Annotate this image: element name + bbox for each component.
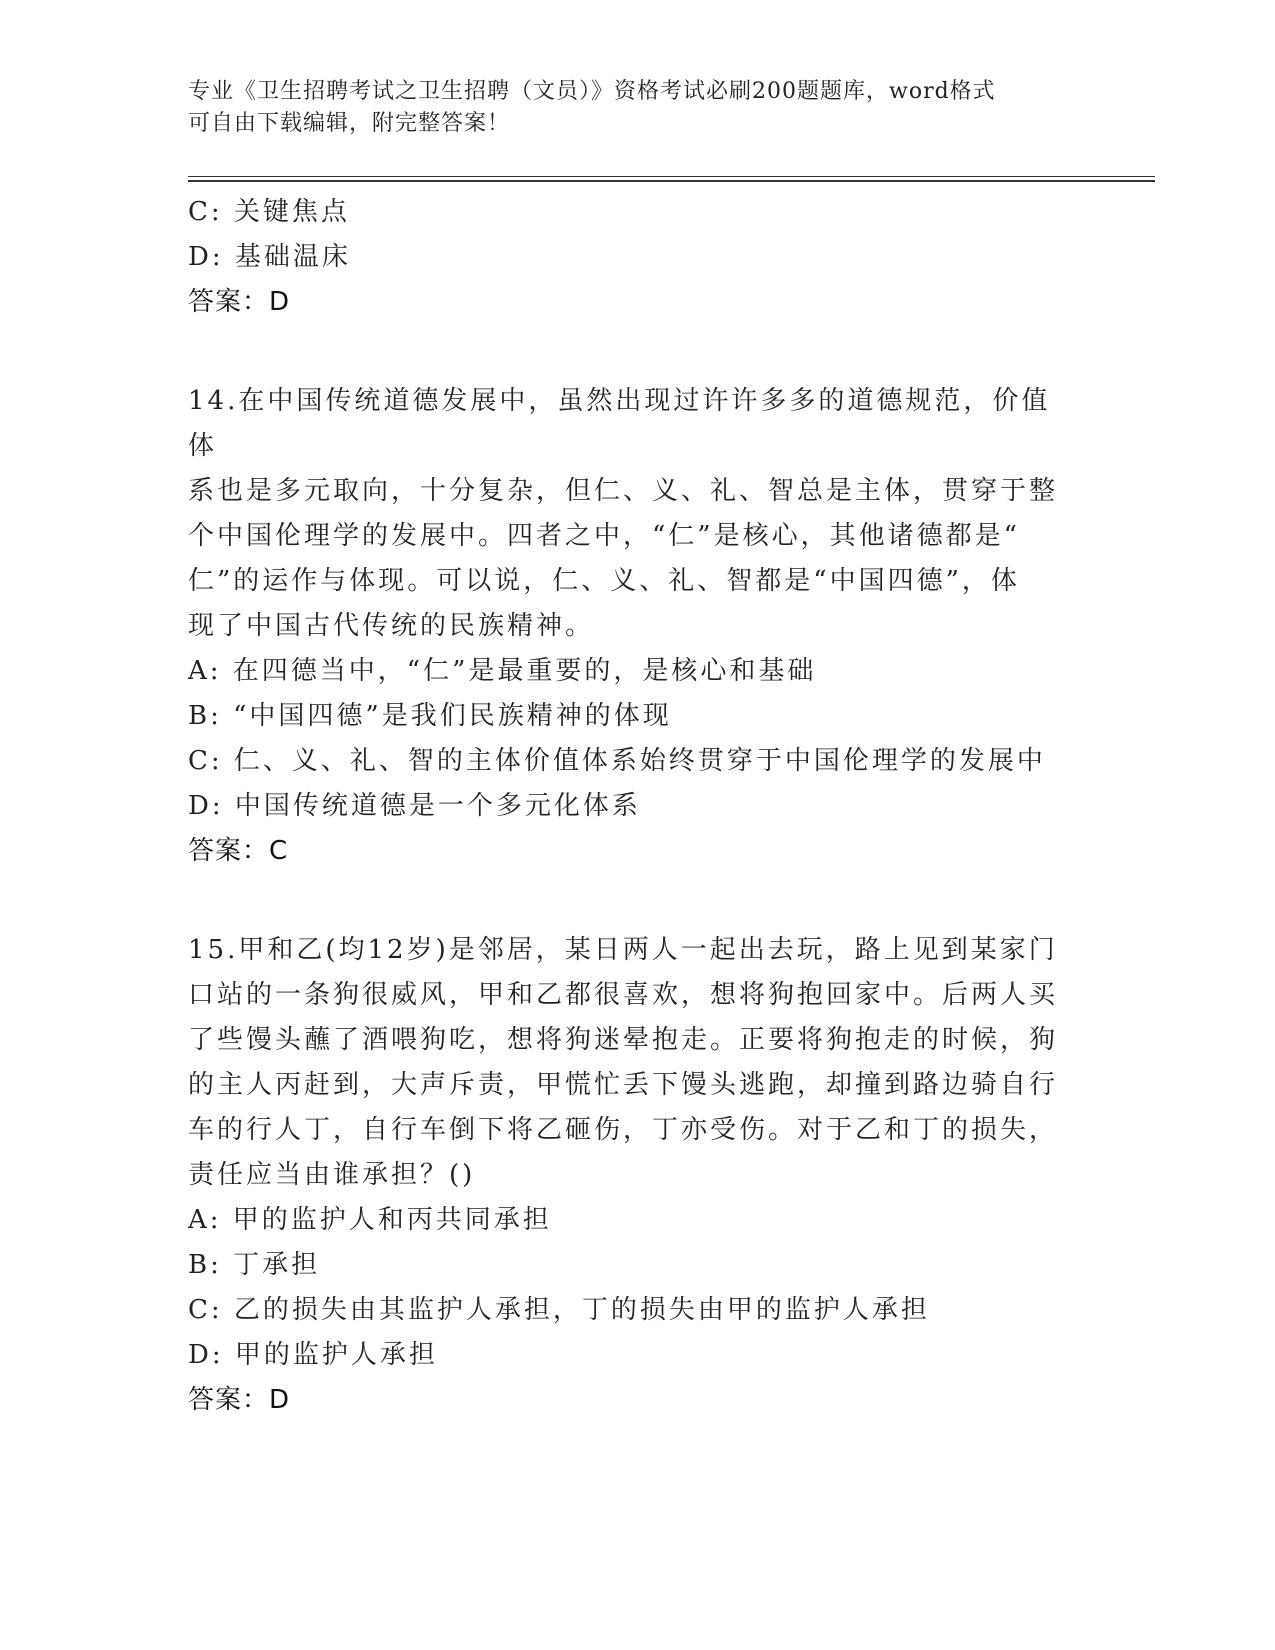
q14-option-d: D: 中国传统道德是一个多元化体系 — [188, 791, 641, 821]
q14-text-line-4: 仁”的运作与体现。可以说，仁、义、礼、智都是“中国四德”，体 — [188, 566, 1020, 596]
header-divider-thick — [188, 180, 1155, 182]
q15-text-line-3: 了些馒头蘸了酒喂狗吃，想将狗迷晕抱走。正要将狗抱走的时候，狗 — [188, 1025, 1059, 1055]
q15-option-d: D: 甲的监护人承担 — [188, 1340, 438, 1370]
q14-text-line-1: 14.在中国传统道德发展中，虽然出现过许许多多的道德规范，价值体 — [188, 386, 1051, 461]
q15-text-line-4: 的主人丙赶到，大声斥责，甲慌忙丢下馒头逃跑，却撞到路边骑自行 — [188, 1070, 1059, 1100]
q15-answer: 答案：D — [188, 1385, 291, 1415]
q15-option-b: B: 丁承担 — [188, 1250, 321, 1280]
q14-text-line-5: 现了中国古代传统的民族精神。 — [188, 611, 595, 641]
q14-answer: 答案：C — [188, 836, 289, 866]
question-14 — [188, 379, 1088, 874]
q15-text-line-2: 口站的一条狗很威风，甲和乙都很喜欢，想将狗抱回家中。后两人买 — [188, 980, 1059, 1010]
document-header — [188, 76, 1068, 140]
q14-option-a: A: 在四德当中，“仁”是最重要的，是核心和基础 — [188, 656, 817, 686]
q15-option-c: C: 乙的损失由其监护人承担，丁的损失由甲的监护人承担 — [188, 1295, 930, 1325]
document-body — [188, 190, 1088, 1423]
q13-option-c: C: 关键焦点 — [188, 197, 350, 227]
question-13 — [188, 190, 1088, 325]
q14-text-line-3: 个中国伦理学的发展中。四者之中，“仁”是核心，其他诸德都是“ — [188, 521, 1020, 551]
q15-text-line-1: 15.甲和乙(均12岁)是邻居，某日两人一起出去玩，路上见到某家门 — [188, 935, 1058, 965]
header-line-1: 专业《卫生招聘考试之卫生招聘（文员）》资格考试必刷200题题库，word格式 — [188, 79, 996, 104]
q14-text-line-2: 系也是多元取向，十分复杂，但仁、义、礼、智总是主体，贯穿于整 — [188, 476, 1059, 506]
q15-text-line-6: 责任应当由谁承担？() — [188, 1160, 476, 1190]
q14-option-c: C: 仁、义、礼、智的主体价值体系始终贯穿于中国伦理学的发展中 — [188, 746, 1046, 776]
question-15 — [188, 928, 1088, 1423]
q15-text-line-5: 车的行人丁，自行车倒下将乙砸伤，丁亦受伤。对于乙和丁的损失， — [188, 1115, 1059, 1145]
q13-option-d: D: 基础温床 — [188, 242, 351, 272]
q15-option-a: A: 甲的监护人和丙共同承担 — [188, 1205, 552, 1235]
header-line-2: 可自由下载编辑，附完整答案！ — [188, 111, 511, 136]
header-divider-thin — [188, 176, 1155, 177]
q14-option-b: B: “中国四德”是我们民族精神的体现 — [188, 701, 672, 731]
q13-answer: 答案：D — [188, 287, 291, 317]
